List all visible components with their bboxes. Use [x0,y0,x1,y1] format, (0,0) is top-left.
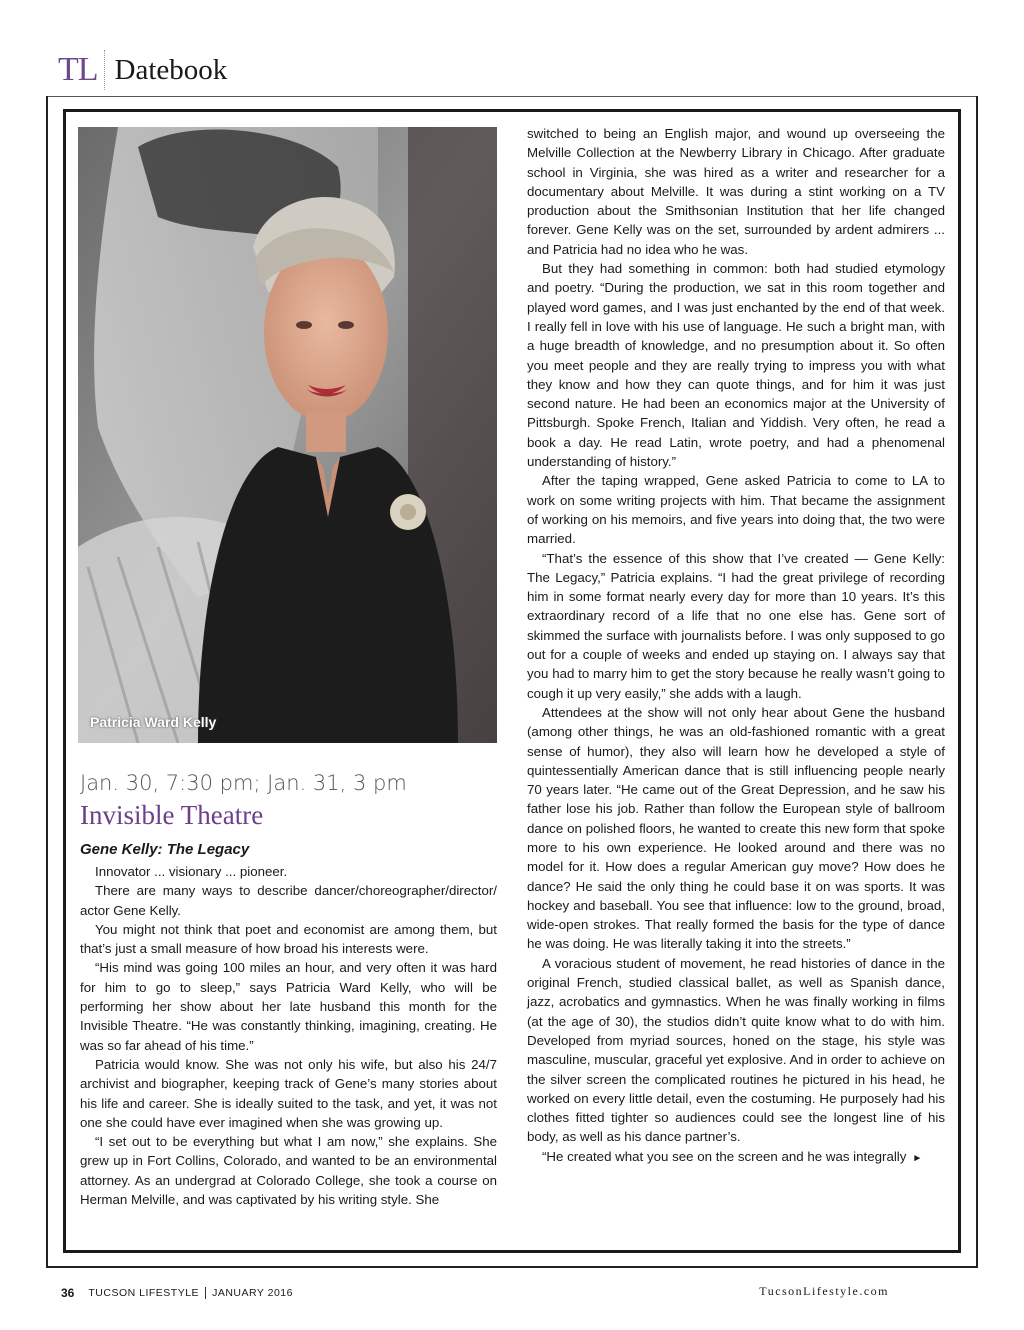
paragraph: Patricia would know. She was not only his wife, but also his 24/7 archivist and biographer, keeping track of Gene’s many stories about his life and career. She is ideally suited to the task, and yet, it was not one she could have ever imagined when she was growing up. [80,1056,497,1130]
website-link[interactable]: TucsonLifestyle.com [759,1284,889,1298]
paragraph-text: “He created what you see on the screen and he was integrally [542,1148,907,1164]
page-header [58,46,227,94]
magazine-logo: TL [58,51,98,88]
paragraph: “That’s the essence of this show that I’ve created — Gene Kelly: The Legacy,” Patricia explains. “I had the great privilege of recording him in some format nearly every day for more than 10 years. It’s this extraordinary record of a life that no one else has. Gene sort of skimmed the surface with journalists before. I was only supposed to go out for a couple of weeks and ended up staying on. I always say that you had to marry him to get the story because he really wasn’t going to cough it up very easily,” she adds with a laugh. [527,550,945,701]
paragraph: “I set out to be everything but what I am now,” she explains. She grew up in Fort Collins, Colorado, and wanted to be an environmental attorney. As an undergrad at Colorado College, she took a course on Herman Melville, and was captivated by his writing style. She [80,1134,497,1208]
paragraph: But they had something in common: both had studied etymology and poetry. “During the production, we sat in this room together and played word games, and I was just enchanted by the end of that week. I really fell in love with his use of language. He such a bright man, with a huge breadth of knowledge, and no presumption about it. So often you meet people and they are really trying to impress you with what they know and how they can quote things, and for him it was just second nature. He had been an economics major at the University of Pittsburgh. Spoke French, Italian and Yiddish. Very often, he read a book a day. He read Latin, wrote poetry, and had a phenomenal understanding of history.” [527,261,945,470]
footer-divider [205,1287,206,1299]
paragraph: Attendees at the show will not only hear about Gene the husband (among other things, he was an old-fashioned romantic with a great sense of humor), they also will learn how he developed a style of quintessentially American dance that is still influencing people nearly 70 years later. “He came out of the Great Depression, and he saw his father lose his job. Rather than follow the European style of ballroom dance on polished floors, he wanted to create this new form that spoke more to his own experience. He looked around and there was no model for it. How does a regular American guy move? How does he dance? He said the only thing he could base it on was sports. It was hockey and baseball. You see that influence: low to the ground, broad, wide-open strokes. That really formed the basis for the type of dance he was doing. He was literally taking it into the streets.” [527,704,945,952]
photo-caption: Patricia Ward Kelly [90,714,217,730]
paragraph: There are many ways to describe dancer/choreographer/director/ actor Gene Kelly. [80,883,497,918]
feature-photo [78,127,497,743]
paragraph: switched to being an English major, and wound up overseeing the Melville Collection at the Newberry Library in Chicago. After graduate school in Virginia, she was hired as a writer and researcher for a documentary about Melville. It was during a stint working on a TV production about the Smithsonian Institution that her life changed forever. Gene Kelly was on the set, surrounded by ardent admirers ... and Patricia had no idea who he was. [527,126,945,257]
event-dates: Jan. 30, 7:30 pm; Jan. 31, 3 pm [80,771,407,795]
paragraph: A voracious student of movement, he read histories of dance in the original French, studied classical ballet, as well as Spanish dance, jazz, acrobatics and gymnastics. When he was finally working in films (at the age of 30), the studios didn’t quite know what to do with him. Developed from myriad sources, honed on the stage, his style was masculine, muscular, graceful yet explosive. And in order to achieve on the silver screen the complicated routines he pictured in his head, he worked on every little detail, even the costuming. He purposely had his clothes fitted tighter so audiences could see the longest line of his body, as well as his dance partner’s. [527,955,945,1145]
show-title: Gene Kelly: The Legacy [80,841,250,858]
paragraph: “His mind was going 100 miles an hour, and very often it was hard for him to go to sleep,” says Patricia Ward Kelly, who will be performing her show about her late husband this month for the Invisible Theatre. “He was constantly thinking, imagining, creating. He was so far ahead of his time.” [80,960,497,1053]
header-divider [104,50,105,90]
photo-illustration [78,127,497,743]
continue-arrow-icon: ► [912,1152,923,1164]
article-column-right [527,124,945,1168]
page-number: 36 [61,1286,75,1300]
paragraph: After the taping wrapped, Gene asked Patricia to come to LA to work on some writing projects with him. That became the assignment of working on his memoirs, and five years into doing that, the two were married. [527,473,945,547]
paragraph: You might not think that poet and economist are among them, but that’s just a small measure of how broad his interests were. [80,921,497,957]
article-column-left [80,862,497,1209]
paragraph: Innovator ... visionary ... pioneer. [95,864,288,879]
publication-name: TUCSON LIFESTYLE [88,1287,200,1299]
section-title: Datebook [114,53,228,86]
issue-date: JANUARY 2016 [212,1287,293,1299]
paragraph-last [527,1147,945,1168]
event-venue: Invisible Theatre [80,800,264,830]
